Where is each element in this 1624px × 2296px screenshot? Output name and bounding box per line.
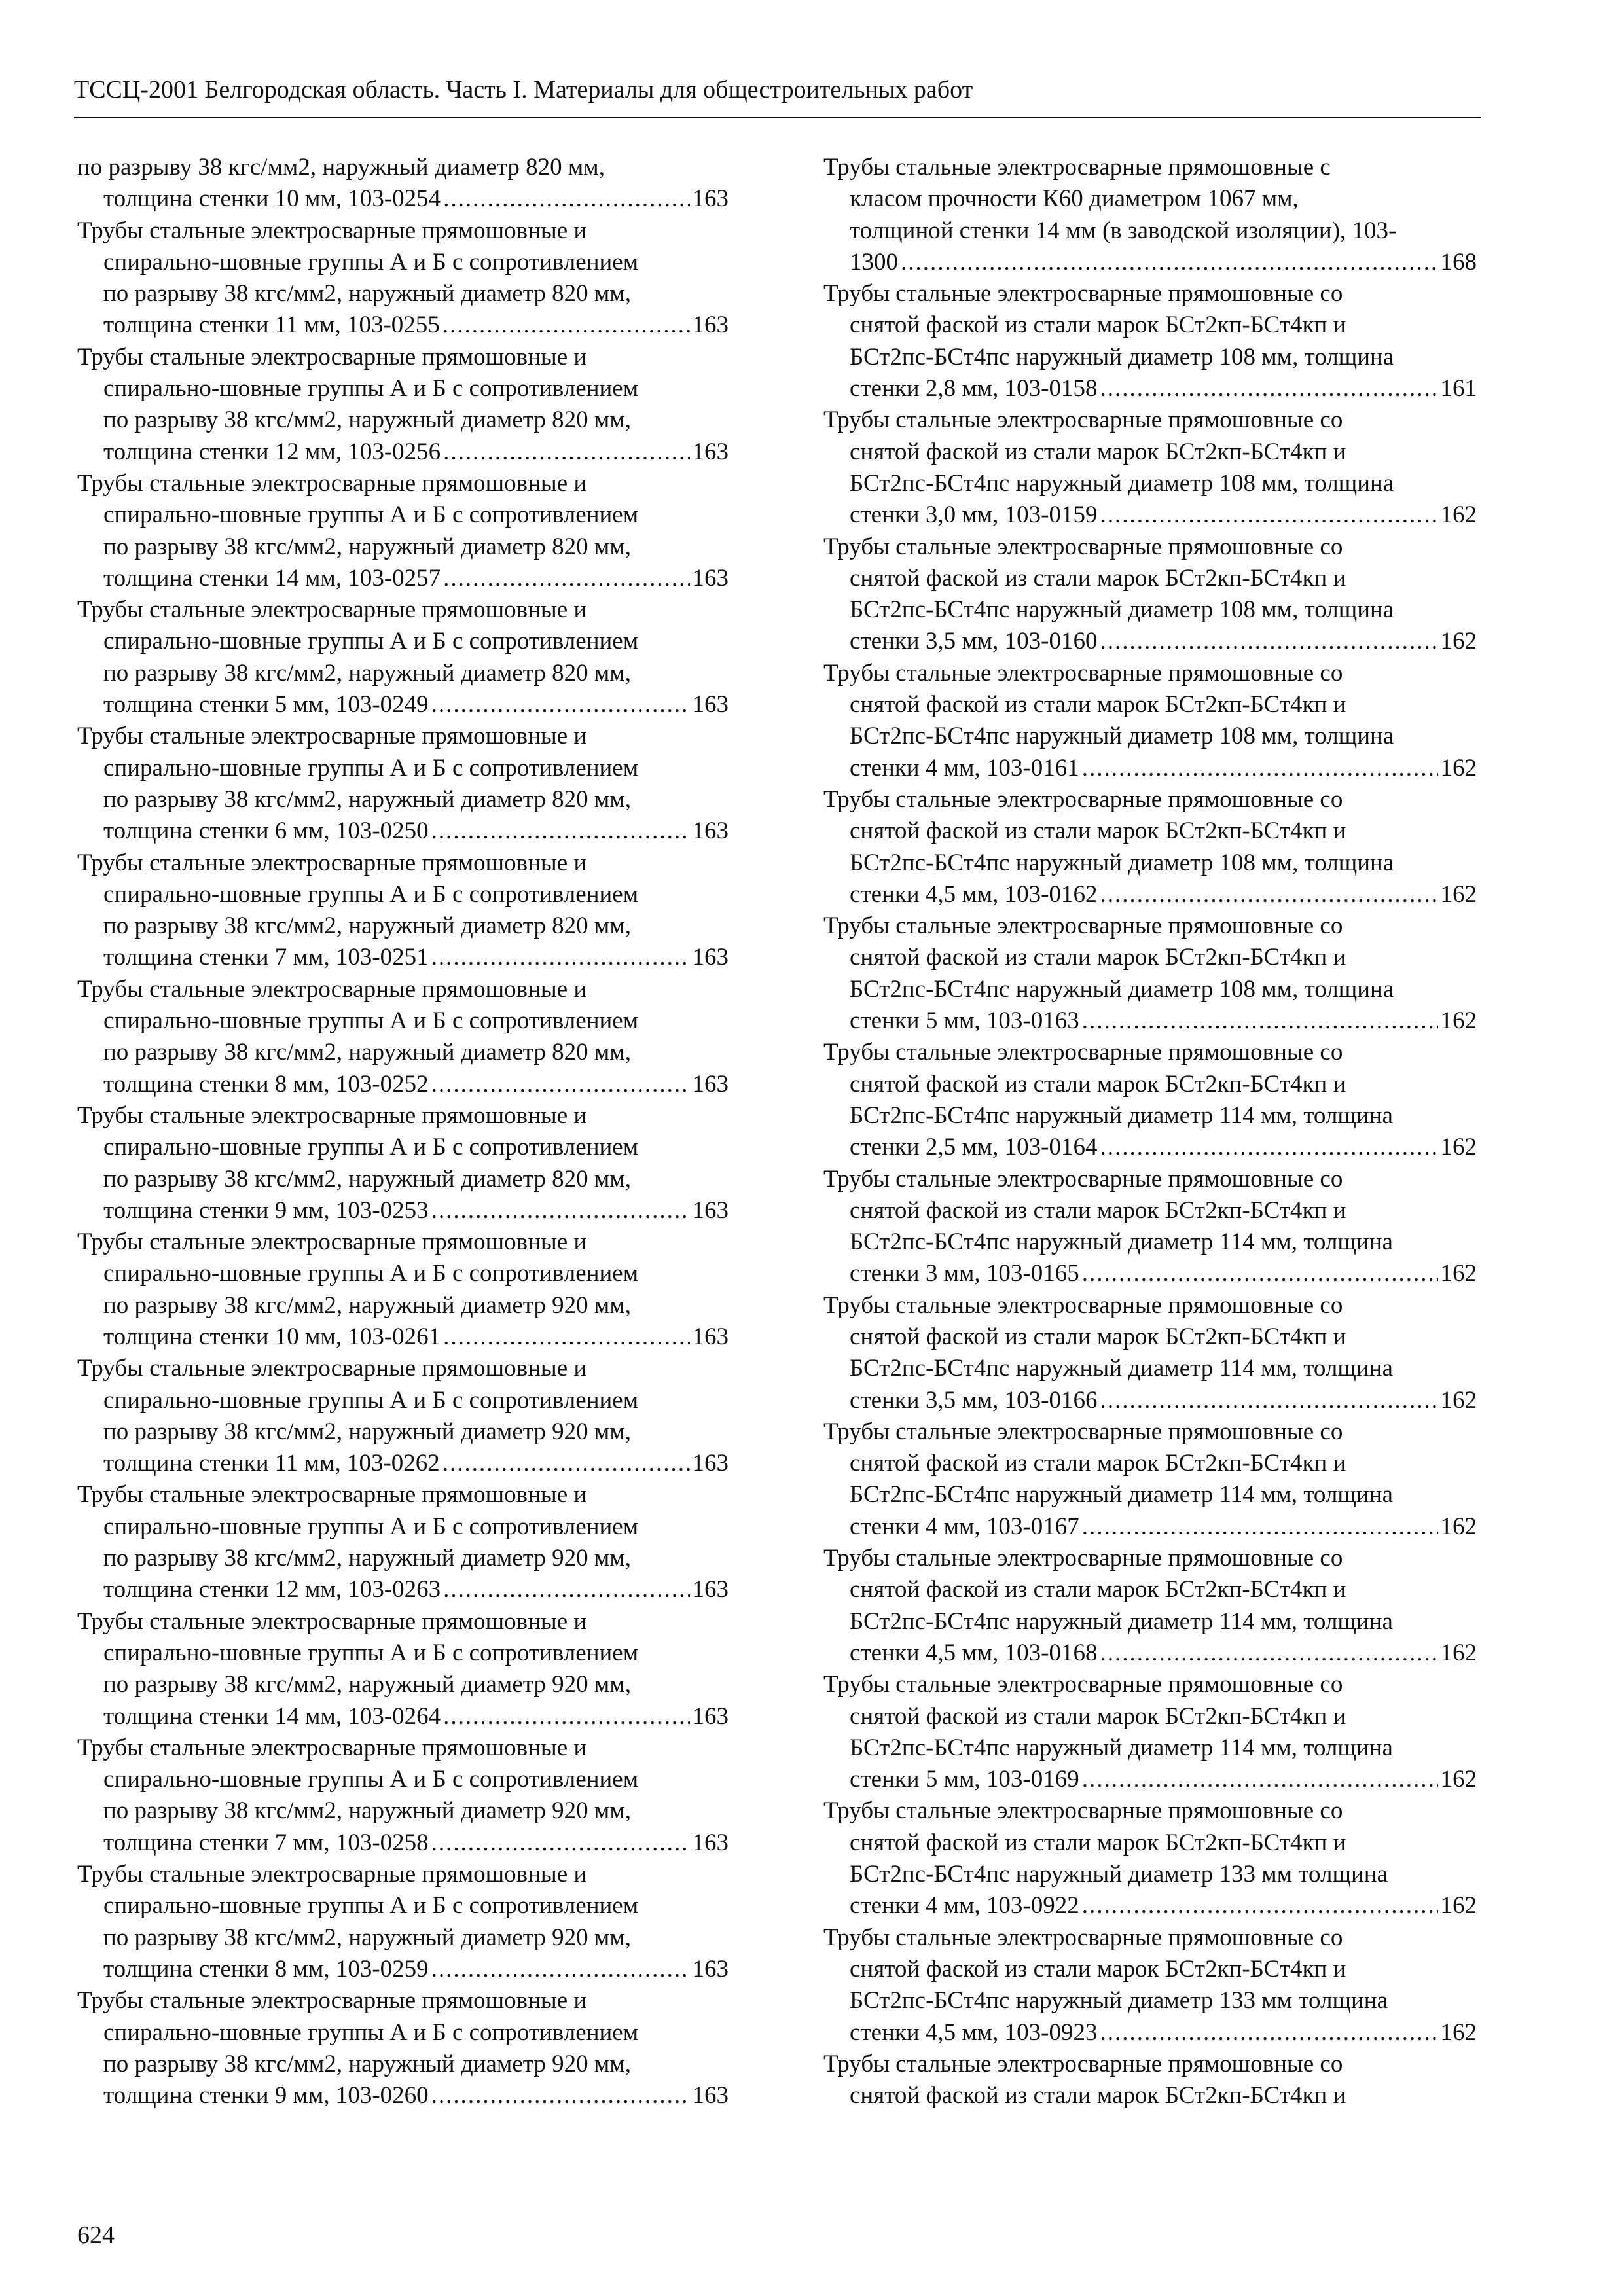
dot-leader xyxy=(1100,879,1438,910)
entry-line: по разрыву 38 кгс/мм2, наружный диаметр 920 мм, xyxy=(103,1418,631,1445)
entry-line: Трубы стальные электросварные прямошовные и xyxy=(77,1481,587,1509)
entry-text: толщина стенки 12 мм, 103-0263 xyxy=(103,1576,441,1604)
index-entry xyxy=(77,1353,729,1479)
entry-line: по разрыву 38 кгс/мм2, наружный диаметр 920 мм, xyxy=(103,1545,631,1572)
entry-text: толщина стенки 7 мм, 103-0258 xyxy=(103,1829,429,1856)
entry-page-number: 162 xyxy=(1440,628,1477,655)
entry-line: по разрыву 38 кгс/мм2, наружный диаметр 820 мм, xyxy=(103,785,631,813)
entry-text: стенки 4 мм, 103-0161 xyxy=(850,754,1079,781)
entry-line: БСт2пс-БСт4пс наружный диаметр 133 мм толщина xyxy=(850,1861,1388,1888)
index-entry xyxy=(823,1669,1477,1795)
entry-line: снятой фаской из стали марок БСт2кп-БСт4кп и xyxy=(850,1323,1346,1350)
dot-leader xyxy=(443,437,689,468)
entry-line: БСт2пс-БСт4пс наружный диаметр 108 мм, толщина xyxy=(850,596,1394,624)
entry-line: Трубы стальные электросварные прямошовные со xyxy=(823,2050,1343,2077)
entry-line: по разрыву 38 кгс/мм2, наружный диаметр 820 мм, xyxy=(103,659,631,687)
entry-line: Трубы стальные электросварные прямошовные со xyxy=(823,912,1343,940)
entry-line xyxy=(823,1890,1477,1922)
entry-line: по разрыву 38 кгс/мм2, наружный диаметр 820 мм, xyxy=(103,912,631,940)
entry-page-number: 163 xyxy=(692,1450,729,1477)
entry-line xyxy=(823,2017,1477,2049)
entry-page-number: 163 xyxy=(692,1323,729,1350)
page-header-title: ТССЦ-2001 Белгородская область. Часть I. Материалы для общестроительных работ xyxy=(74,76,973,103)
index-entry xyxy=(823,1290,1477,1416)
dot-leader xyxy=(431,689,690,721)
entry-line: спирально-шовные группы А и Б с сопротивлением xyxy=(103,1892,639,1920)
index-column-right xyxy=(823,152,1477,2111)
entry-text: стенки 2,5 мм, 103-0164 xyxy=(850,1134,1098,1161)
dot-leader xyxy=(431,1827,690,1859)
dot-leader xyxy=(443,183,689,215)
entry-line: снятой фаской из стали марок БСт2кп-БСт4кп и xyxy=(850,2082,1346,2109)
entry-line: спирально-шовные группы А и Б с сопротивлением xyxy=(103,1260,639,1287)
entry-line: по разрыву 38 кгс/мм2, наружный диаметр 820 мм, xyxy=(103,406,631,434)
entry-line xyxy=(77,2080,729,2111)
entry-line: спирально-шовные группы А и Б с сопротивлением xyxy=(103,1513,639,1540)
entry-line: снятой фаской из стали марок БСт2кп-БСт4кп и xyxy=(850,1829,1346,1856)
dot-leader xyxy=(431,1195,690,1227)
entry-line: по разрыву 38 кгс/мм2, наружный диаметр 920 мм, xyxy=(103,1671,631,1698)
entry-text: толщина стенки 12 мм, 103-0256 xyxy=(103,438,441,465)
entry-page-number: 163 xyxy=(692,312,729,339)
entry-line: по разрыву 38 кгс/мм2, наружный диаметр 820 мм, xyxy=(103,1039,631,1066)
index-entry xyxy=(77,721,729,847)
entry-line: по разрыву 38 кгс/мм2, наружный диаметр 820 мм, xyxy=(103,280,631,308)
entry-line: спирально-шовные группы А и Б с сопротивлением xyxy=(103,1766,639,1793)
index-entry xyxy=(77,1732,729,1859)
entry-page-number: 163 xyxy=(692,1576,729,1604)
entry-line xyxy=(77,310,729,341)
entry-text: толщина стенки 11 мм, 103-0262 xyxy=(103,1450,440,1477)
entry-text: толщина стенки 8 мм, 103-0259 xyxy=(103,1955,429,1982)
entry-line: спирально-шовные группы А и Б с сопротивлением xyxy=(103,880,639,908)
dot-leader xyxy=(443,1321,689,1353)
entry-line: Трубы стальные электросварные прямошовные со xyxy=(823,1797,1343,1825)
dot-leader xyxy=(901,247,1438,278)
dot-leader xyxy=(442,1448,690,1479)
entry-line xyxy=(77,1954,729,1985)
entry-line xyxy=(77,1195,729,1227)
entry-line: по разрыву 38 кгс/мм2, наружный диаметр 920 мм, xyxy=(103,1291,631,1319)
entry-line: Трубы стальные электросварные прямошовные со xyxy=(823,533,1343,560)
entry-page-number: 162 xyxy=(1440,754,1477,781)
entry-line: Трубы стальные электросварные прямошовные и xyxy=(77,1861,587,1888)
index-entry xyxy=(77,974,729,1100)
entry-page-number: 163 xyxy=(692,438,729,465)
entry-line: Трубы стальные электросварные прямошовные и xyxy=(77,1355,587,1382)
entry-line xyxy=(823,1258,1477,1289)
entry-text: толщина стенки 11 мм, 103-0255 xyxy=(103,312,440,339)
index-entry xyxy=(823,784,1477,910)
entry-line xyxy=(823,1511,1477,1543)
entry-line: снятой фаской из стали марок БСт2кп-БСт4кп и xyxy=(850,1702,1346,1730)
entry-line: Трубы стальные электросварные прямошовные и xyxy=(77,1987,587,2015)
header-divider xyxy=(74,117,1481,118)
entry-line: Трубы стальные электросварные прямошовные с xyxy=(823,154,1331,181)
entry-line: БСт2пс-БСт4пс наружный диаметр 108 мм, толщина xyxy=(850,469,1394,497)
entry-line: спирально-шовные группы А и Б с сопротивлением xyxy=(103,1386,639,1414)
dot-leader xyxy=(1100,373,1438,404)
entry-page-number: 161 xyxy=(1440,375,1477,403)
entry-line: БСт2пс-БСт4пс наружный диаметр 114 мм, толщина xyxy=(850,1102,1393,1129)
index-entry xyxy=(77,215,729,342)
entry-page-number: 163 xyxy=(692,1070,729,1098)
entry-text: стенки 4 мм, 103-0167 xyxy=(850,1513,1079,1540)
entry-line: снятой фаской из стали марок БСт2кп-БСт4кп и xyxy=(850,564,1346,592)
entry-line: Трубы стальные электросварные прямошовные со xyxy=(823,1671,1343,1698)
entry-line: снятой фаской из стали марок БСт2кп-БСт4кп и xyxy=(850,1450,1346,1477)
entry-line: Трубы стальные электросварные прямошовные со xyxy=(823,785,1343,813)
dot-leader xyxy=(443,1574,689,1605)
entry-line: Трубы стальные электросварные прямошовные со xyxy=(823,1165,1343,1193)
entry-text: стенки 4,5 мм, 103-0168 xyxy=(850,1639,1098,1666)
entry-line: Трубы стальные электросварные прямошовные и xyxy=(77,596,587,624)
entry-line: спирально-шовные группы А и Б с сопротивлением xyxy=(103,1134,639,1161)
entry-page-number: 162 xyxy=(1440,1134,1477,1161)
entry-line: Трубы стальные электросварные прямошовные и xyxy=(77,217,587,244)
entry-line: класом прочности К60 диаметром 1067 мм, xyxy=(850,185,1299,213)
index-entry xyxy=(823,1922,1477,2049)
dot-leader xyxy=(1100,1385,1438,1416)
entry-line xyxy=(823,1638,1477,1669)
index-entry xyxy=(823,1416,1477,1543)
entry-page-number: 168 xyxy=(1440,248,1477,276)
entry-line: Трубы стальные электросварные прямошовные и xyxy=(77,1229,587,1256)
entry-line: по разрыву 38 кгс/мм2, наружный диаметр 920 мм, xyxy=(103,2050,631,2077)
entry-line: Трубы стальные электросварные прямошовные со xyxy=(823,1418,1343,1445)
dot-leader xyxy=(431,1954,690,1985)
index-entry xyxy=(823,278,1477,404)
entry-text: толщина стенки 10 мм, 103-0254 xyxy=(103,185,441,213)
dot-leader xyxy=(431,1069,690,1100)
entry-line: спирально-шовные группы А и Б с сопротивлением xyxy=(103,2018,639,2046)
entry-line: снятой фаской из стали марок БСт2кп-БСт4кп и xyxy=(850,1070,1346,1098)
entry-line xyxy=(77,1448,729,1479)
entry-page-number: 163 xyxy=(692,691,729,719)
entry-line: Трубы стальные электросварные прямошовные и xyxy=(77,1102,587,1129)
index-entry xyxy=(77,152,729,215)
dot-leader xyxy=(431,816,690,847)
entry-text: толщина стенки 14 мм, 103-0257 xyxy=(103,564,441,592)
entry-line: Трубы стальные электросварные прямошовные со xyxy=(823,280,1343,308)
entry-text: толщина стенки 6 мм, 103-0250 xyxy=(103,817,429,845)
dot-leader xyxy=(1082,1764,1438,1795)
entry-line xyxy=(77,1069,729,1100)
dot-leader xyxy=(1100,499,1438,531)
entry-line: БСт2пс-БСт4пс наружный диаметр 133 мм толщина xyxy=(850,1987,1388,2015)
index-entry xyxy=(823,1037,1477,1163)
dot-leader xyxy=(431,942,690,973)
entry-line xyxy=(77,1321,729,1353)
entry-line: по разрыву 38 кгс/мм2, наружный диаметр 820 мм, xyxy=(103,1165,631,1193)
entry-line: Трубы стальные электросварные прямошовные со xyxy=(823,1545,1343,1572)
entry-line xyxy=(823,499,1477,531)
entry-page-number: 162 xyxy=(1440,1513,1477,1540)
dot-leader xyxy=(1082,1511,1438,1543)
entry-line: БСт2пс-БСт4пс наружный диаметр 114 мм, толщина xyxy=(850,1734,1393,1761)
entry-text: толщина стенки 10 мм, 103-0261 xyxy=(103,1323,441,1350)
entry-line xyxy=(823,753,1477,784)
entry-line: снятой фаской из стали марок БСт2кп-БСт4кп и xyxy=(850,817,1346,845)
entry-text: 1300 xyxy=(850,248,898,276)
entry-line: по разрыву 38 кгс/мм2, наружный диаметр 820 мм, xyxy=(103,533,631,560)
entry-page-number: 162 xyxy=(1440,880,1477,908)
entry-line xyxy=(823,626,1477,657)
entry-line: спирально-шовные группы А и Б с сопротивлением xyxy=(103,248,639,276)
entry-line xyxy=(823,1764,1477,1795)
dot-leader xyxy=(443,563,689,594)
dot-leader xyxy=(1082,753,1438,784)
entry-page-number: 163 xyxy=(692,1829,729,1856)
entry-page-number: 163 xyxy=(692,817,729,845)
entry-line xyxy=(823,1005,1477,1037)
entry-line: по разрыву 38 кгс/мм2, наружный диаметр 920 мм, xyxy=(103,1924,631,1951)
entry-text: стенки 5 мм, 103-0169 xyxy=(850,1766,1079,1793)
entry-text: стенки 2,8 мм, 103-0158 xyxy=(850,375,1098,403)
dot-leader xyxy=(1082,1258,1438,1289)
entry-text: стенки 4 мм, 103-0922 xyxy=(850,1892,1079,1920)
entry-line: Трубы стальные электросварные прямошовные со xyxy=(823,406,1343,434)
entry-line: спирально-шовные группы А и Б с сопротивлением xyxy=(103,628,639,655)
entry-line: снятой фаской из стали марок БСт2кп-БСт4кп и xyxy=(850,438,1346,465)
entry-line: БСт2пс-БСт4пс наружный диаметр 108 мм, толщина xyxy=(850,975,1394,1003)
entry-text: стенки 3,5 мм, 103-0166 xyxy=(850,1386,1098,1414)
index-entry xyxy=(823,404,1477,531)
entry-text: стенки 4,5 мм, 103-0923 xyxy=(850,2018,1098,2046)
entry-page-number: 163 xyxy=(692,185,729,213)
index-entry xyxy=(823,2049,1477,2112)
dot-leader xyxy=(1100,1132,1438,1163)
page-number: 624 xyxy=(77,2221,115,2249)
entry-line: снятой фаской из стали марок БСт2кп-БСт4кп и xyxy=(850,1196,1346,1224)
entry-line: снятой фаской из стали марок БСт2кп-БСт4кп и xyxy=(850,944,1346,971)
entry-text: толщина стенки 5 мм, 103-0249 xyxy=(103,691,429,719)
entry-text: стенки 3 мм, 103-0165 xyxy=(850,1260,1079,1287)
index-column-left xyxy=(77,152,729,2111)
entry-page-number: 162 xyxy=(1440,1766,1477,1793)
dot-leader xyxy=(1100,1638,1438,1669)
entry-text: толщина стенки 14 мм, 103-0264 xyxy=(103,1702,441,1730)
entry-line: Трубы стальные электросварные прямошовные и xyxy=(77,849,587,876)
entry-page-number: 162 xyxy=(1440,2018,1477,2046)
entry-page-number: 163 xyxy=(692,1702,729,1730)
dot-leader xyxy=(431,2080,690,2111)
entry-text: толщина стенки 9 мм, 103-0260 xyxy=(103,2082,429,2109)
entry-line: БСт2пс-БСт4пс наружный диаметр 108 мм, толщина xyxy=(850,343,1394,370)
entry-line: Трубы стальные электросварные прямошовные со xyxy=(823,1291,1343,1319)
entry-line: Трубы стальные электросварные прямошовные и xyxy=(77,1734,587,1761)
entry-text: стенки 3,0 мм, 103-0159 xyxy=(850,501,1098,529)
entry-page-number: 163 xyxy=(692,1955,729,1982)
entry-line: снятой фаской из стали марок БСт2кп-БСт4кп и xyxy=(850,1955,1346,1982)
entry-line: толщиной стенки 14 мм (в заводской изоляции), 103- xyxy=(850,217,1397,244)
entry-page-number: 162 xyxy=(1440,1386,1477,1414)
entry-line: БСт2пс-БСт4пс наружный диаметр 114 мм, толщина xyxy=(850,1355,1393,1382)
index-entry xyxy=(823,531,1477,658)
entry-line: снятой фаской из стали марок БСт2кп-БСт4кп и xyxy=(850,1576,1346,1604)
entry-line: по разрыву 38 кгс/мм2, наружный диаметр 920 мм, xyxy=(103,1797,631,1825)
entry-text: стенки 4,5 мм, 103-0162 xyxy=(850,880,1098,908)
index-entry xyxy=(77,1606,729,1732)
index-entry xyxy=(77,1859,729,1985)
entry-line xyxy=(77,1574,729,1605)
entry-line xyxy=(823,247,1477,278)
entry-text: толщина стенки 8 мм, 103-0252 xyxy=(103,1070,429,1098)
entry-line: БСт2пс-БСт4пс наружный диаметр 108 мм, толщина xyxy=(850,849,1394,876)
entry-line: Трубы стальные электросварные прямошовные со xyxy=(823,659,1343,687)
index-entry xyxy=(77,1227,729,1353)
index-entry xyxy=(77,1985,729,2111)
index-entry xyxy=(77,848,729,974)
entry-line: БСт2пс-БСт4пс наружный диаметр 114 мм, толщина xyxy=(850,1481,1393,1509)
entry-page-number: 162 xyxy=(1440,1892,1477,1920)
entry-line xyxy=(77,437,729,468)
index-entry xyxy=(823,1164,1477,1290)
entry-line xyxy=(77,563,729,594)
index-entry xyxy=(77,342,729,468)
entry-line xyxy=(823,373,1477,404)
entry-line: спирально-шовные группы А и Б с сопротивлением xyxy=(103,501,639,529)
entry-line xyxy=(823,1385,1477,1416)
dot-leader xyxy=(1082,1890,1438,1922)
entry-line: Трубы стальные электросварные прямошовные и xyxy=(77,975,587,1003)
entry-line: Трубы стальные электросварные прямошовные и xyxy=(77,723,587,750)
entry-line: Трубы стальные электросварные прямошовные и xyxy=(77,469,587,497)
entry-text: толщина стенки 7 мм, 103-0251 xyxy=(103,944,429,971)
entry-text: толщина стенки 9 мм, 103-0253 xyxy=(103,1196,429,1224)
entry-line: спирально-шовные группы А и Б с сопротивлением xyxy=(103,1007,639,1035)
entry-page-number: 163 xyxy=(692,2082,729,2109)
index-entry xyxy=(823,152,1477,278)
entry-page-number: 163 xyxy=(692,564,729,592)
entry-page-number: 163 xyxy=(692,1196,729,1224)
entry-line: спирально-шовные группы А и Б с сопротивлением xyxy=(103,1639,639,1666)
entry-text: стенки 3,5 мм, 103-0160 xyxy=(850,628,1098,655)
entry-line: БСт2пс-БСт4пс наружный диаметр 114 мм, толщина xyxy=(850,1229,1393,1256)
entry-line: спирально-шовные группы А и Б с сопротивлением xyxy=(103,754,639,781)
index-entry xyxy=(77,594,729,721)
entry-line xyxy=(823,1132,1477,1163)
entry-line xyxy=(77,183,729,215)
dot-leader xyxy=(1100,2017,1438,2049)
entry-line xyxy=(77,942,729,973)
entry-page-number: 163 xyxy=(692,944,729,971)
entry-line xyxy=(77,816,729,847)
entry-text: стенки 5 мм, 103-0163 xyxy=(850,1007,1079,1035)
entry-line: БСт2пс-БСт4пс наружный диаметр 108 мм, толщина xyxy=(850,723,1394,750)
index-entry xyxy=(823,1795,1477,1922)
entry-line: снятой фаской из стали марок БСт2кп-БСт4кп и xyxy=(850,691,1346,719)
entry-line: снятой фаской из стали марок БСт2кп-БСт4кп и xyxy=(850,312,1346,339)
entry-line: по разрыву 38 кгс/мм2, наружный диаметр 820 мм, xyxy=(77,154,605,181)
index-entry xyxy=(77,1100,729,1227)
entry-page-number: 162 xyxy=(1440,1007,1477,1035)
entry-line xyxy=(77,1827,729,1859)
index-entry xyxy=(823,1543,1477,1669)
index-entry xyxy=(823,910,1477,1037)
entry-line: БСт2пс-БСт4пс наружный диаметр 114 мм, толщина xyxy=(850,1607,1393,1635)
entry-line: Трубы стальные электросварные прямошовные со xyxy=(823,1924,1343,1951)
entry-line xyxy=(823,879,1477,910)
index-entry xyxy=(77,1479,729,1605)
index-entry xyxy=(823,658,1477,784)
entry-page-number: 162 xyxy=(1440,1639,1477,1666)
dot-leader xyxy=(442,310,690,341)
entry-line xyxy=(77,689,729,721)
entry-line xyxy=(77,1701,729,1732)
dot-leader xyxy=(443,1701,689,1732)
dot-leader xyxy=(1082,1005,1438,1037)
entry-line: спирально-шовные группы А и Б с сопротивлением xyxy=(103,375,639,403)
entry-line: Трубы стальные электросварные прямошовные и xyxy=(77,343,587,370)
index-entry xyxy=(77,468,729,594)
entry-line: Трубы стальные электросварные прямошовные и xyxy=(77,1607,587,1635)
dot-leader xyxy=(1100,626,1438,657)
entry-page-number: 162 xyxy=(1440,1260,1477,1287)
entry-page-number: 162 xyxy=(1440,501,1477,529)
entry-line: Трубы стальные электросварные прямошовные со xyxy=(823,1039,1343,1066)
